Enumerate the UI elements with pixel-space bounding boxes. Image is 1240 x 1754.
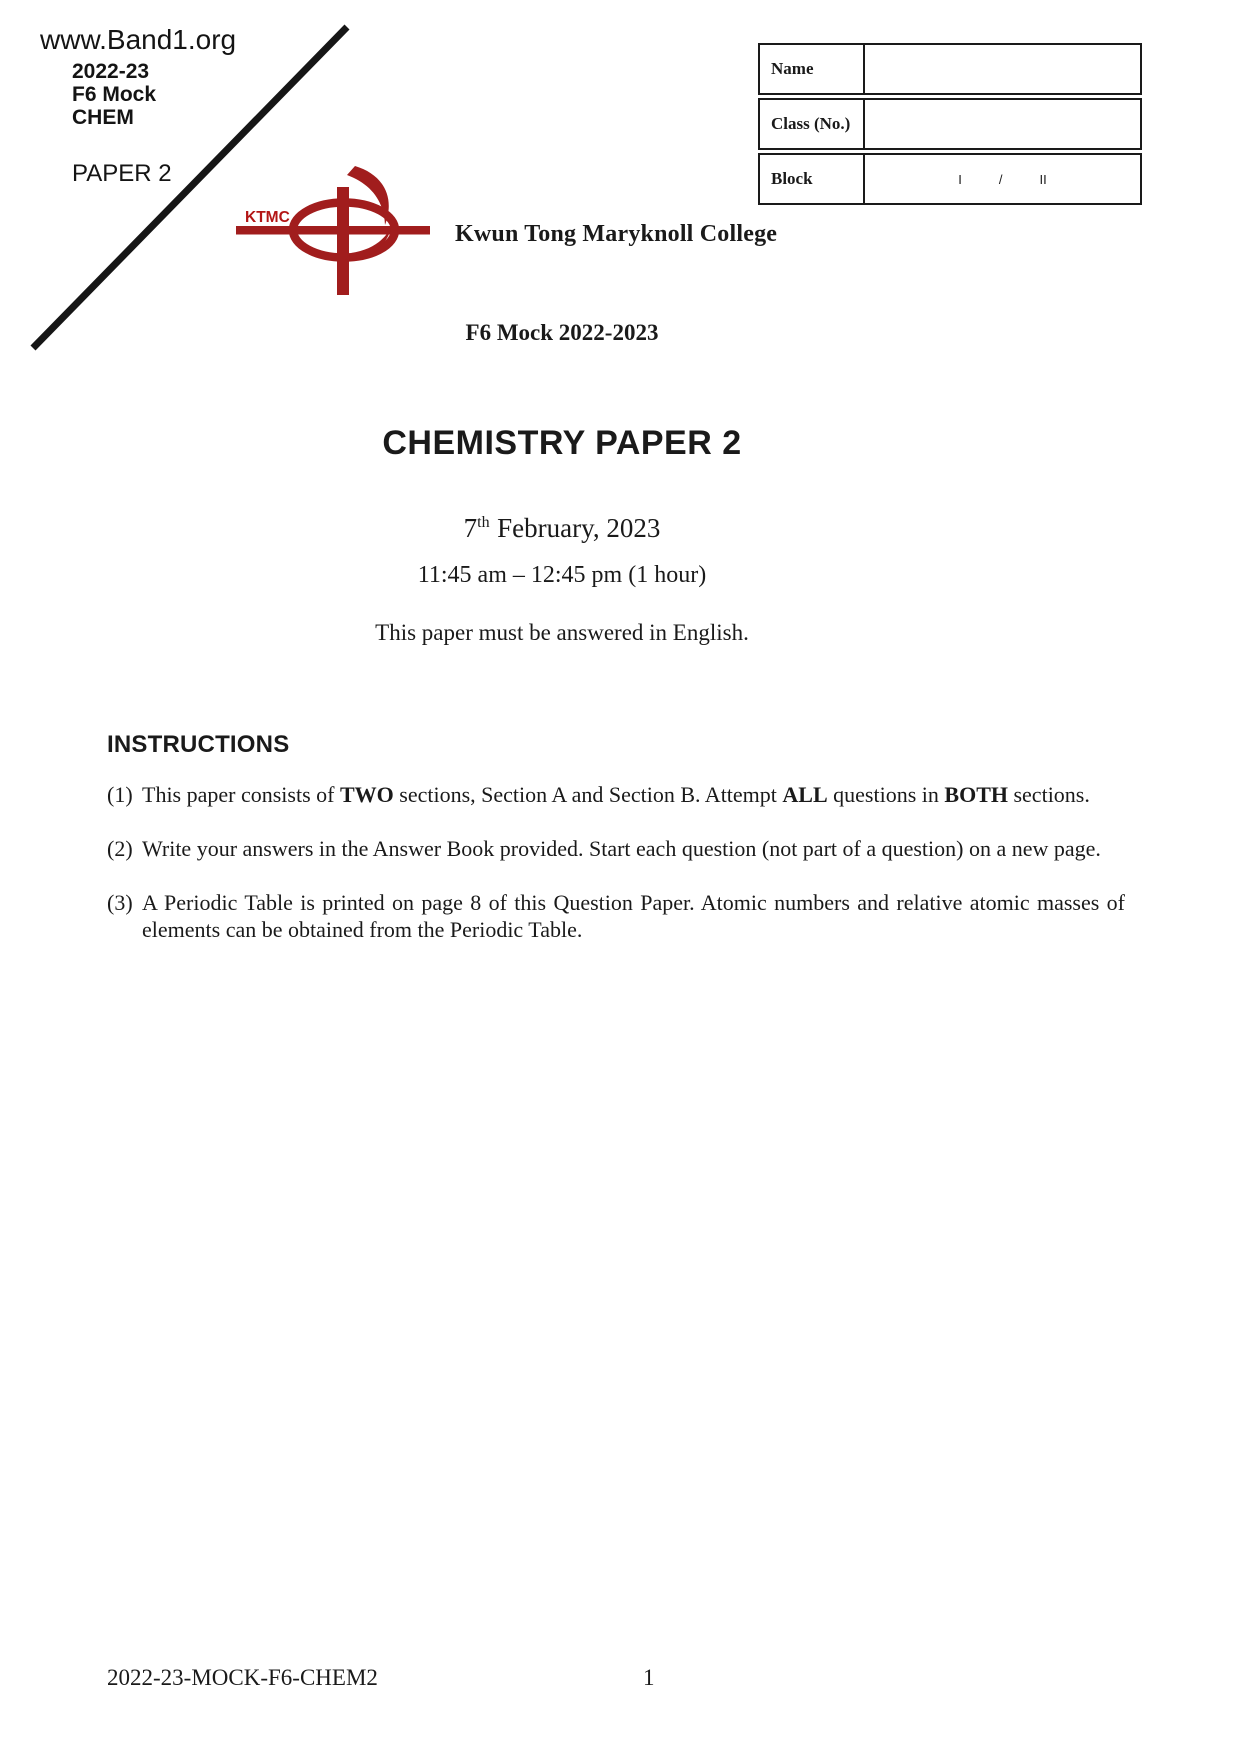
instructions-list	[107, 781, 1125, 970]
logo-ktmc-abbrev: KTMC	[245, 209, 290, 226]
name-label: Name	[760, 45, 865, 93]
school-name: Kwun Tong Maryknoll College	[455, 221, 778, 247]
block-label: Block	[760, 155, 865, 203]
instruction-text: A Periodic Table is printed on page 8 of this Question Paper. Atomic numbers and relative atomic masses of elements can be obtained from the Periodic Table.	[142, 890, 1125, 942]
mock-session-title: F6 Mock 2022-2023	[465, 320, 659, 345]
language-notice: This paper must be answered in English.	[375, 620, 749, 645]
class-label: Class (No.)	[760, 100, 865, 148]
name-input-cell[interactable]	[865, 45, 1140, 93]
instruction-item	[107, 889, 1125, 943]
block-option-token: I	[958, 171, 962, 187]
instruction-item	[107, 781, 1125, 808]
paper-number-label: PAPER 2	[72, 160, 172, 187]
date-ordinal: th	[477, 514, 490, 531]
instruction-number: (2)	[107, 836, 133, 861]
instruction-text: Write your answers in the Answer Book provided. Start each question (not part of a question) on a new page.	[142, 836, 1101, 861]
date-day: 7	[463, 513, 478, 543]
subject-paper-title: CHEMISTRY PAPER 2	[382, 424, 742, 462]
exam-time: 11:45 am – 12:45 pm (1 hour)	[417, 562, 707, 588]
instruction-item	[107, 835, 1125, 862]
date-month-year: February, 2023	[497, 513, 661, 543]
footer-page-number: 1	[643, 1665, 655, 1690]
block-option-token: II	[1039, 171, 1047, 187]
instruction-number: (1)	[107, 782, 133, 807]
corner-year: 2022-23	[72, 60, 150, 83]
block-option-token: /	[998, 171, 1003, 187]
table-row-block	[758, 153, 1142, 205]
corner-mock: F6 Mock	[72, 83, 157, 106]
watermark-url: www.Band1.org	[40, 24, 237, 55]
table-row-class	[758, 98, 1142, 150]
instruction-number: (3)	[107, 890, 133, 915]
footer-paper-code: 2022-23-MOCK-F6-CHEM2	[107, 1665, 378, 1690]
school-logo	[233, 153, 433, 303]
corner-subject: CHEM	[72, 106, 134, 129]
candidate-info-table	[758, 43, 1142, 208]
instructions-heading: INSTRUCTIONS	[107, 731, 290, 758]
exam-date	[0, 513, 1124, 544]
block-value[interactable]	[865, 155, 1140, 203]
class-input-cell[interactable]	[865, 100, 1140, 148]
logo-cross-vertical-bar	[337, 187, 349, 295]
logo-cross-horizontal-bar	[236, 226, 430, 235]
table-row-name	[758, 43, 1142, 95]
instruction-text: This paper consists of TWO sections, Section A and Section B. Attempt ALL questions in BOTH sections.	[142, 782, 1090, 807]
